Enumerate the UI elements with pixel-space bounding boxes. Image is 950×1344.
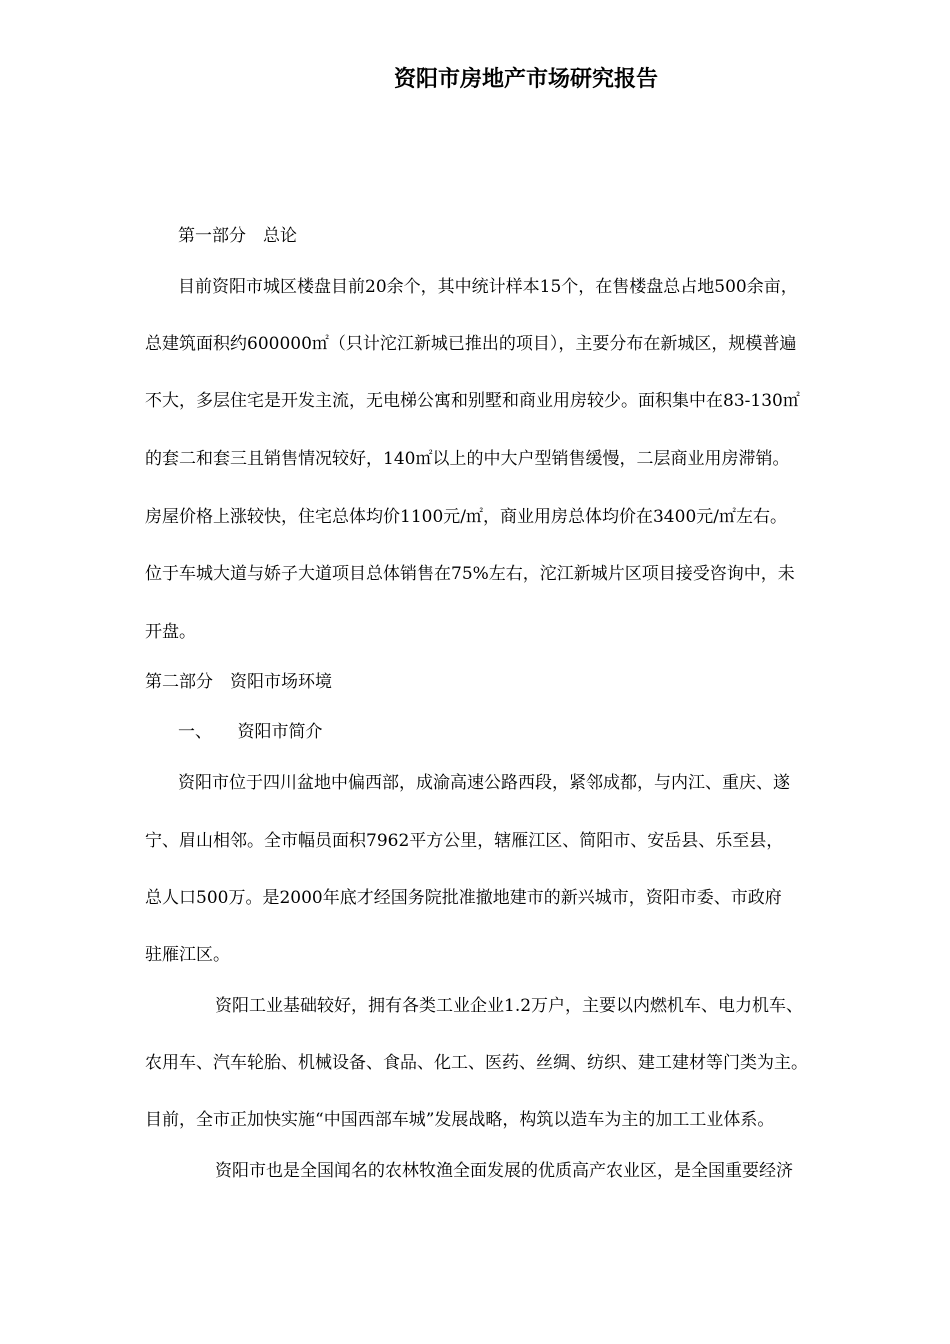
para1-line: 资阳市位于四川盆地中偏西部，成渝高速公路西段，紧邻成都，与内江、重庆、遂: [178, 773, 790, 793]
part1-line: 目前资阳市城区楼盘目前20余个，其中统计样本15个，在售楼盘总占地500余亩，: [178, 277, 798, 297]
part1-line: 总建筑面积约600000㎡（只计沱江新城已推出的项目），主要分布在新城区，规模普遍: [145, 334, 797, 354]
para1-line: 宁、眉山相邻。全市幅员面积7962平方公里，辖雁江区、简阳市、安岳县、乐至县，: [145, 831, 784, 851]
section1-heading: 一、 资阳市简介: [178, 722, 323, 742]
part1-line: 位于车城大道与娇子大道项目总体销售在75%左右，沱江新城片区项目接受咨询中，未: [145, 564, 795, 584]
part1-line: 的套二和套三且销售情况较好，140㎡以上的中大户型销售缓慢，二层商业用房滞销。: [145, 449, 790, 469]
para3-line: 资阳市也是全国闻名的农林牧渔全面发展的优质高产农业区，是全国重要经济: [215, 1161, 793, 1181]
part1-line: 房屋价格上涨较快，住宅总体均价1100元/㎡，商业用房总体均价在3400元/㎡左右。: [145, 507, 787, 527]
part2-heading: 第二部分 资阳市场环境: [145, 672, 332, 692]
para2-line: 农用车、汽车轮胎、机械设备、食品、化工、医药、丝绸、纺织、建工建材等门类为主。: [145, 1053, 808, 1073]
para2-line: 目前，全市正加快实施“中国西部车城”发展战略，构筑以造车为主的加工工业体系。: [145, 1110, 775, 1130]
part1-heading: 第一部分 总论: [178, 226, 297, 246]
para1-line: 总人口500万。是2000年底才经国务院批准撤地建市的新兴城市，资阳市委、市政府: [145, 888, 782, 908]
document-title: 资阳市房地产市场研究报告: [393, 66, 658, 92]
para2-line: 资阳工业基础较好，拥有各类工业企业1.2万户，主要以内燃机车、电力机车、: [215, 996, 804, 1016]
part1-line: 开盘。: [145, 622, 196, 642]
part1-line: 不大，多层住宅是开发主流，无电梯公寓和别墅和商业用房较少。面积集中在83-130㎡: [145, 391, 800, 411]
para1-line: 驻雁江区。: [145, 945, 230, 965]
